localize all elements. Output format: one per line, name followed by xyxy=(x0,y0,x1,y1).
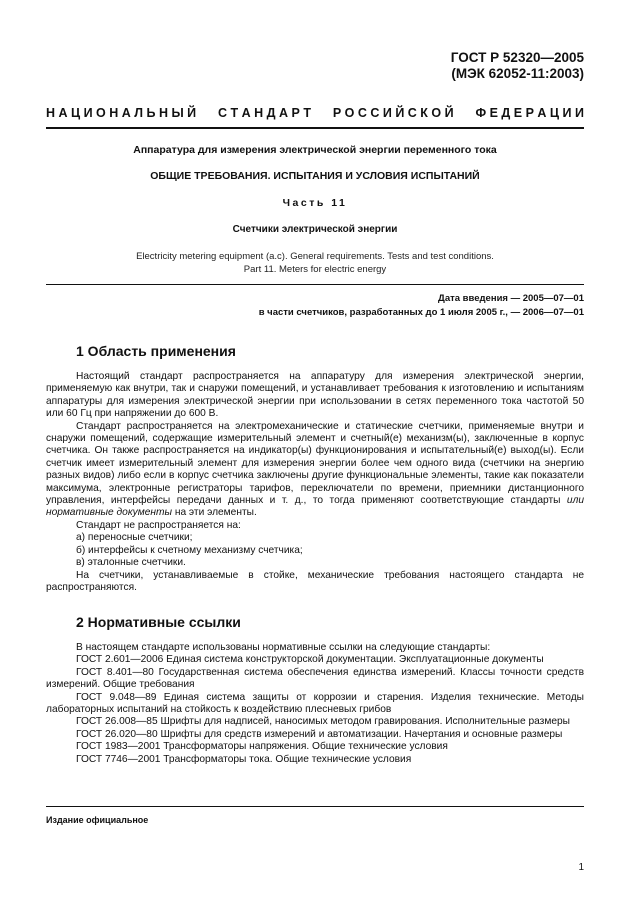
reference-item: ГОСТ 8.401—80 Государственная система обеспечения единства измерений. Классы точности средств измерений. Общие требования xyxy=(46,666,584,691)
banner-word: Р О С С И Й С К О Й xyxy=(332,106,454,120)
reference-item: ГОСТ 9.048—89 Единая система защиты от коррозии и старения. Изделия технические. Методы лабораторных испытаний на стойкость к воздействию плесневых грибов xyxy=(46,691,584,716)
title-divider xyxy=(46,284,584,285)
section-2-body xyxy=(46,642,584,766)
footer-divider xyxy=(46,806,584,807)
subtitle: Счетчики электрической энергии xyxy=(232,224,398,235)
part-title: Часть 11 xyxy=(282,197,348,209)
national-standard-banner xyxy=(46,106,584,120)
paragraph: Настоящий стандарт распространяется на аппаратуру для измерения электрической энергии, применяемую как внутри, так и снаружи помещений, и устанавливает требования к изготовлению и испытаниям аппаратуры для измерения электрической энергии при использовании в сетях переменного тока частотой 50 или 60 Гц при напряжении до 600 В. xyxy=(46,371,584,420)
paragraph: Стандарт не распространяется на: xyxy=(76,519,241,531)
english-title xyxy=(46,250,584,276)
list-item: в) эталонные счетчики. xyxy=(76,557,186,569)
introduction-date: Дата введения — 2005—07—01 xyxy=(438,293,584,304)
page-number: 1 xyxy=(578,862,584,873)
list-item: б) интерфейсы к счетному механизму счетчика; xyxy=(76,544,303,556)
document-title: Аппаратура для измерения электрической энергии переменного тока xyxy=(133,144,497,156)
standard-number: ГОСТ Р 52320—2005 xyxy=(450,50,584,65)
edition-label: Издание официальное xyxy=(46,815,149,825)
requirements-title: ОБЩИЕ ТРЕБОВАНИЯ. ИСПЫТАНИЯ И УСЛОВИЯ ИСПЫТАНИЙ xyxy=(150,170,480,182)
english-title-line: Part 11. Meters for electric energy xyxy=(243,264,387,275)
standard-number-block xyxy=(451,50,584,82)
paragraph-text: на эти элементы. xyxy=(171,507,257,519)
reference-item: ГОСТ 1983—2001 Трансформаторы напряжения. Общие технические условия xyxy=(76,741,448,753)
reference-item: ГОСТ 26.008—85 Шрифты для надписей, наносимых методом гравирования. Исполнительные размеры xyxy=(76,716,570,728)
introduction-dates xyxy=(259,292,584,320)
iec-number: (МЭК 62052-11:2003) xyxy=(451,66,584,81)
top-divider xyxy=(46,127,584,129)
reference-item: ГОСТ 7746—2001 Трансформаторы тока. Общие технические условия xyxy=(76,753,412,765)
banner-word: Н А Ц И О Н А Л Ь Н Ы Й xyxy=(46,106,197,120)
section-2-heading: 2 Нормативные ссылки xyxy=(76,614,241,630)
paragraph-text: Стандарт распространяется на электромеханические и статические счетчики, применяемые внутри и снаружи помещений, содержащие измерительный элемент и счетный(е) механизм(ы), заключенные в корпус счетчика. Он также распространяется на индикатор(ы) функционирования и испытательный(е) выход(ы). Если счетчик имеет измерительный элемент для измерения энергии более чем одного вида (счетчики на энергию разных видов) либо если в корпус счетчика заключены другие функциональные элементы, такие как показатели максимума, электронные регистраторы тарифов, переключатели по времени, приемники дистанционного управления, интерфейсы передачи данных и т. д., то тогда применяют соответствующие стандарты xyxy=(46,420,584,507)
paragraph-italic: или нормативные документы xyxy=(46,495,584,519)
banner-word: С Т А Н Д А Р Т xyxy=(218,106,311,120)
introduction-date-legacy: в части счетчиков, разработанных до 1 июля 2005 г., — 2006—07—01 xyxy=(258,307,584,318)
paragraph: В настоящем стандарте использованы нормативные ссылки на следующие стандарты: xyxy=(76,642,491,653)
reference-item: ГОСТ 2.601—2006 Единая система конструкторской документации. Эксплуатационные документы xyxy=(76,654,544,666)
paragraph: На счетчики, устанавливаемые в стойке, механические требования настоящего стандарта не распространяются. xyxy=(46,569,584,593)
reference-item: ГОСТ 26.020—80 Шрифты для средств измерений и автоматизации. Начертания и основные размеры xyxy=(76,728,563,740)
banner-word: Ф Е Д Е Р А Ц И И xyxy=(475,106,584,120)
section-1-heading: 1 Область применения xyxy=(76,343,236,359)
list-item: а) переносные счетчики; xyxy=(76,532,193,544)
english-title-line: Electricity metering equipment (a.c). General requirements. Tests and test conditions. xyxy=(136,251,494,262)
section-1-body xyxy=(46,371,584,594)
paragraph xyxy=(46,421,584,520)
